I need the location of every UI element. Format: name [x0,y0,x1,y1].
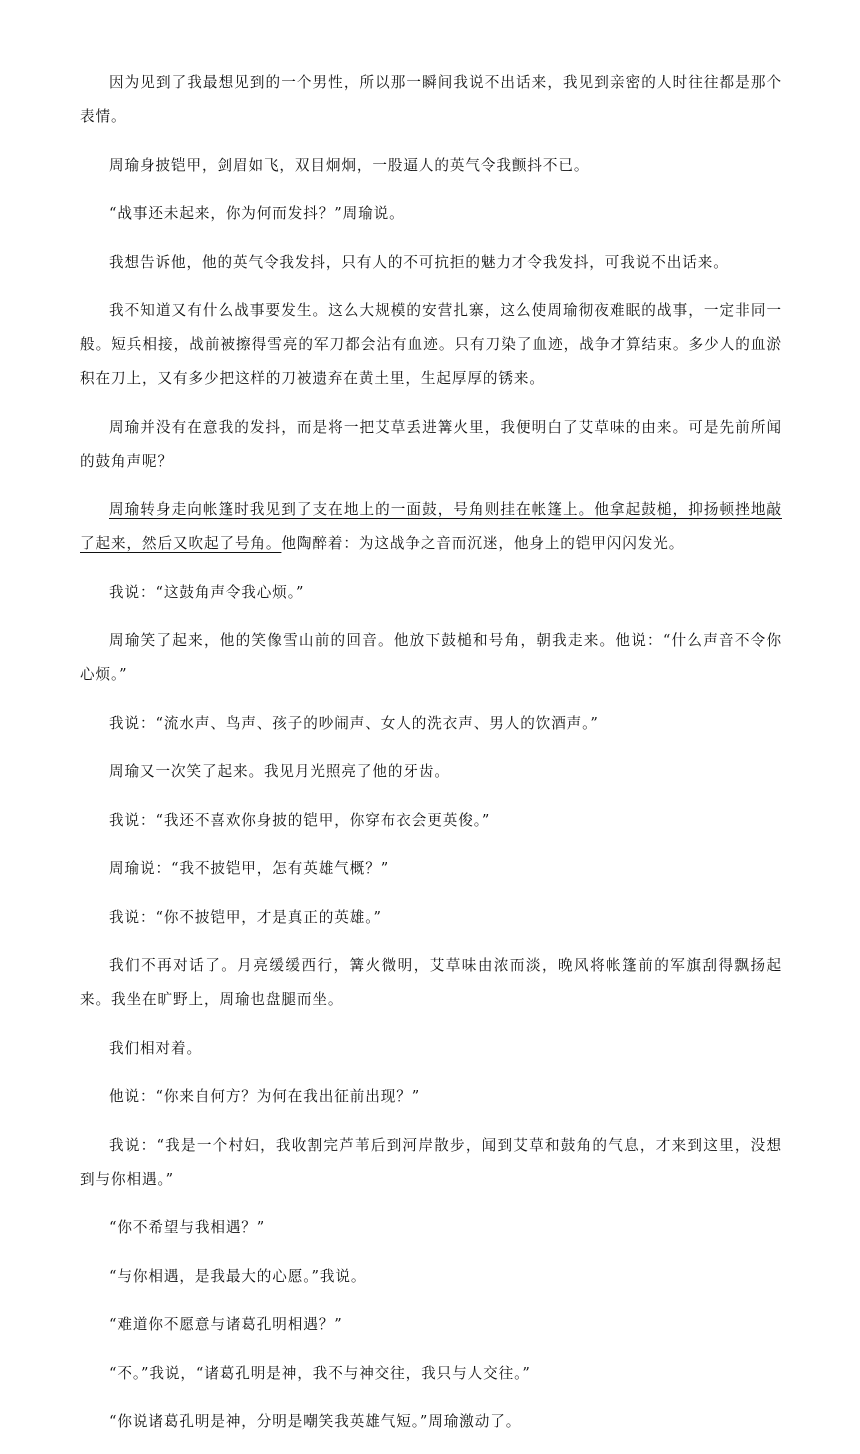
paragraph: “你不希望与我相遇？” [109,1219,266,1236]
paragraph: 我们相对着。 [109,1039,202,1057]
underlined-sentence: 周瑜转身走向帐篷时我见到了支在地上的一面鼓，号角则挂在帐篷上。他拿起鼓槌，抑扬顿挫地敲了起来，然后又吹起了号角。 [80,501,782,552]
paragraph: 我想告诉他，他的英气令我发抖，只有人的不可抗拒的魅力才令我发抖，可我说不出话来。 [109,253,729,271]
paragraph: 他说：“你来自何方？为何在我出征前出现？” [109,1088,421,1105]
paragraph: 我说：“我还不喜欢你身披的铠甲，你穿布衣会更英俊。” [109,811,491,829]
paragraph: “难道你不愿意与诸葛孔明相遇？” [109,1316,343,1333]
paragraph: 周瑜笑了起来，他的笑像雪山前的回音。他放下鼓槌和号角，朝我走来。他说：“什么声音不令你心烦。” [80,632,782,683]
paragraph: “不。”我说，“诸葛孔明是神，我不与神交往，我只与人交往。” [109,1364,531,1382]
paragraph: “与你相遇，是我最大的心愿。”我说。 [109,1267,367,1285]
paragraph: 我们不再对话了。月亮缓缓西行，篝火微明，艾草味由浓而淡，晚风将帐篷前的军旗刮得飘扬起来。我坐在旷野上，周瑜也盘腿而坐。 [80,957,782,1008]
paragraph: 周瑜并没有在意我的发抖，而是将一把艾草丢进篝火里，我便明白了艾草味的由来。可是先前所闻的鼓角声呢？ [80,418,782,470]
paragraph: 周瑜身披铠甲，剑眉如飞，双目炯炯，一股逼人的英气令我颤抖不已。 [109,156,590,174]
paragraph: 周瑜又一次笑了起来。我见月光照亮了他的牙齿。 [109,763,450,780]
underlined-paragraph [80,493,782,561]
paragraph: 周瑜说：“我不披铠甲，怎有英雄气概？” [109,860,390,877]
paragraph: 因为见到了我最想见到的一个男性，所以那一瞬间我说不出话来，我见到亲密的人时往往都是那个表情。 [80,74,782,125]
paragraph: 我不知道又有什么战事要发生。这么大规模的安营扎寨，这么使周瑜彻夜难眠的战事，一定非同一般。短兵相接，战前被擦得雪亮的军刀都会沾有血迹。只有刀染了血迹，战争才算结束。多少人的血淤积在刀上，又有多少把这样的刀被遗弃在黄土里，生起厚厚的锈来。 [80,302,782,387]
paragraph: 我说：“流水声、鸟声、孩子的吵闹声、女人的洗衣声、男人的饮酒声。” [109,714,599,732]
paragraph-continuation: 他陶醉着：为这战争之音而沉迷，他身上的铠甲闪闪发光。 [281,535,685,552]
paragraph: “你说诸葛孔明是神，分明是嘲笑我英雄气短。”周瑜激动了。 [109,1413,522,1430]
paragraph: 我说：“你不披铠甲，才是真正的英雄。” [109,908,382,926]
paragraph: “战事还未起来，你为何而发抖？”周瑜说。 [109,205,405,222]
paragraph: 我说：“这鼓角声令我心烦。” [109,583,305,601]
paragraph: 我说：“我是一个村妇，我收割完芦苇后到河岸散步，闻到艾草和鼓角的气息，才来到这里，没想到与你相遇。” [80,1136,782,1188]
document-body [80,66,782,1454]
